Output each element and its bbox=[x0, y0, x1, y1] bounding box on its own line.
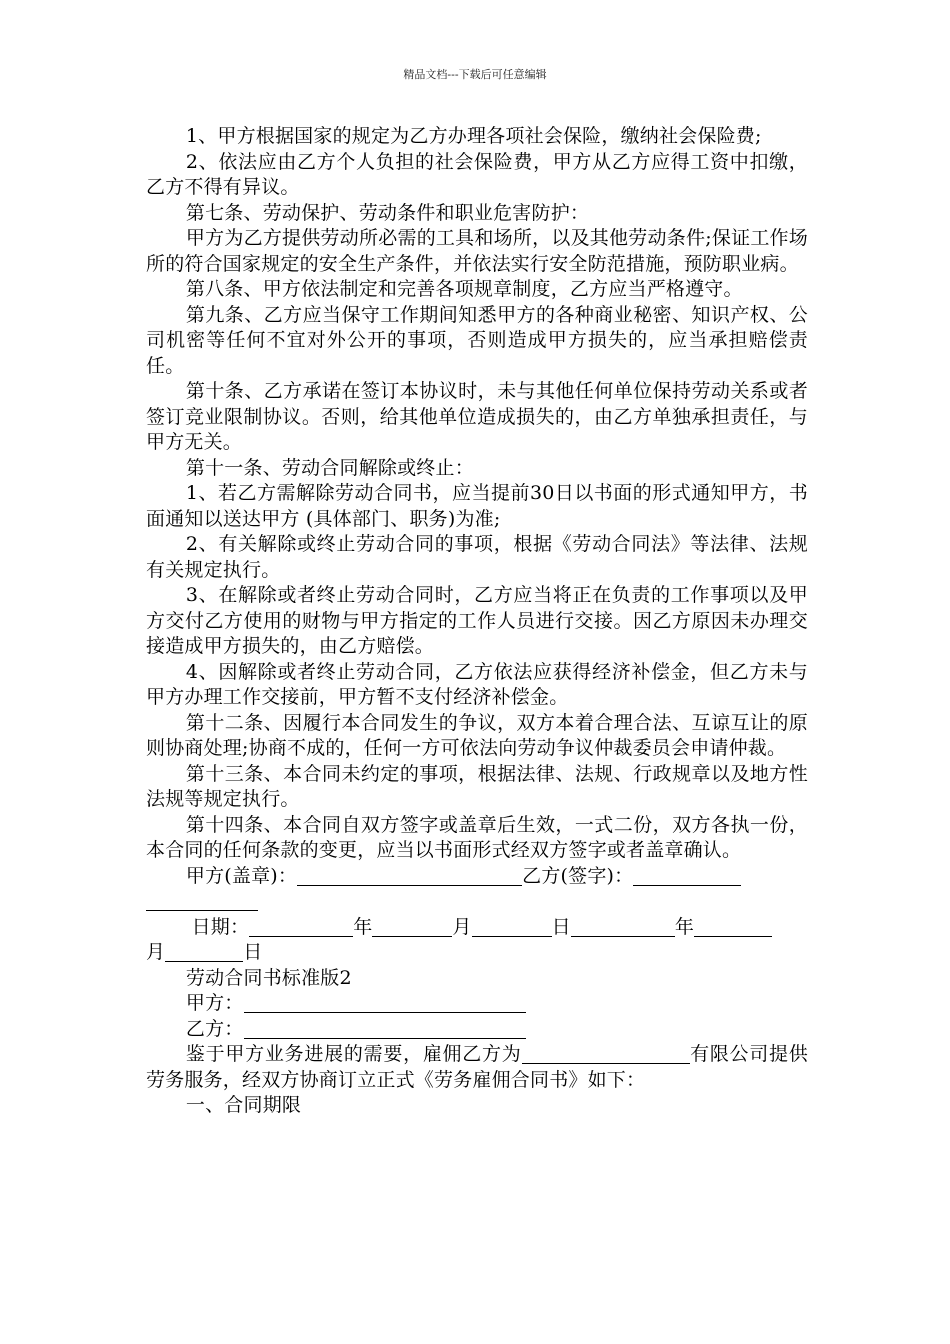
date-b-day-blank bbox=[165, 941, 243, 962]
party-b-sign-label: 乙方(签字)： bbox=[522, 864, 634, 887]
party-b-line bbox=[146, 1017, 808, 1043]
date-b-year-blank bbox=[571, 916, 675, 937]
intro-company-blank bbox=[522, 1043, 690, 1064]
date-b-year: 年 bbox=[674, 915, 695, 938]
party-b-sign-blank bbox=[633, 865, 741, 886]
date-b-month-blank-start bbox=[694, 916, 772, 937]
article-10: 第十条、乙方承诺在签订本协议时，未与其他任何单位保持劳动关系或者签订竞业限制协议。否则，给其他单位造成损失的，由乙方单独承担责任，与甲方无关。 bbox=[146, 380, 808, 453]
intro-paragraph bbox=[146, 1042, 808, 1093]
paragraph-4: 1、若乙方需解除劳动合同书，应当提前30日以书面的形式通知甲方，书面通知以送达甲方 (具体部门、职务)为准; bbox=[146, 482, 808, 530]
paragraph-6: 3、在解除或者终止劳动合同时，乙方应当将正在负责的工作事项以及甲方交付乙方使用的财物与甲方指定的工作人员进行交接。因乙方原因未办理交接造成甲方损失的，由乙方赔偿。 bbox=[146, 584, 808, 657]
paragraph-1: 1、甲方根据国家的规定为乙方办理各项社会保险，缴纳社会保险费; bbox=[185, 125, 762, 147]
date-a-year-blank bbox=[249, 916, 353, 937]
signature-line bbox=[146, 864, 808, 890]
date-label: 日期： bbox=[191, 915, 250, 938]
party-b-sign-blank-cont bbox=[146, 890, 258, 911]
party-a-seal-label: 甲方(盖章)： bbox=[185, 864, 298, 887]
article-14: 第十四条、本合同自双方签字或盖章后生效，一式二份，双方各执一份，本合同的任何条款的变更，应当以书面形式经双方签字或者盖章确认。 bbox=[146, 813, 808, 861]
paragraph-7: 4、因解除或者终止劳动合同，乙方依法应获得经济补偿金，但乙方未与甲方办理工作交接前，甲方暂不支付经济补偿金。 bbox=[146, 660, 808, 708]
date-a-day-blank bbox=[472, 916, 552, 937]
article-8: 第八条、甲方依法制定和完善各项规章制度，乙方应当严格遵守。 bbox=[185, 278, 743, 300]
article-7-heading: 第七条、劳动保护、劳动条件和职业危害防护： bbox=[185, 201, 590, 224]
party-a-seal-blank bbox=[297, 865, 522, 886]
second-contract-title: 劳动合同书标准版2 bbox=[185, 966, 352, 989]
paragraph-5: 2、有关解除或终止劳动合同的事项，根据《劳动合同法》等法律、法规有关规定执行。 bbox=[146, 533, 808, 581]
article-9: 第九条、乙方应当保守工作期间知悉甲方的各种商业秘密、知识产权、公司机密等任何不宜对外公开的事项，否则造成甲方损失的，应当承担赔偿责任。 bbox=[146, 303, 808, 377]
paragraph-3: 甲方为乙方提供劳动所必需的工具和场所，以及其他劳动条件;保证工作场所的符合国家规定的安全生产条件，并依法实行安全防范措施，预防职业病。 bbox=[146, 227, 808, 275]
date-b-month: 月 bbox=[146, 941, 166, 963]
date-b-day: 日 bbox=[243, 941, 263, 963]
article-13: 第十三条、本合同未约定的事项，根据法律、法规、行政规章以及地方性法规等规定执行。 bbox=[146, 762, 808, 810]
date-line-cont bbox=[146, 940, 808, 966]
article-11-heading: 第十一条、劳动合同解除或终止： bbox=[185, 456, 474, 479]
party-a-blank bbox=[244, 992, 526, 1013]
date-a-day: 日 bbox=[551, 915, 571, 938]
section-one-heading: 一、合同期限 bbox=[185, 1094, 302, 1116]
paragraph-2: 2、依法应由乙方个人负担的社会保险费，甲方从乙方应得工资中扣缴，乙方不得有异议。 bbox=[146, 150, 808, 198]
article-12: 第十二条、因履行本合同发生的争议，双方本着合理合法、互谅互让的原则协商处理;协商不成的，任何一方可依法向劳动争议仲裁委员会申请仲裁。 bbox=[146, 711, 808, 759]
date-a-year: 年 bbox=[353, 915, 373, 938]
party-a-label: 甲方： bbox=[185, 992, 244, 1014]
signature-line-cont bbox=[146, 889, 808, 915]
party-b-label: 乙方： bbox=[185, 1017, 244, 1040]
document-body bbox=[146, 124, 808, 1119]
date-a-month-blank bbox=[372, 916, 452, 937]
date-a-month: 月 bbox=[452, 915, 472, 938]
intro-before: 鉴于甲方业务进展的需要，雇佣乙方为 bbox=[185, 1043, 522, 1065]
party-a-line bbox=[146, 991, 808, 1017]
party-b-blank bbox=[244, 1018, 526, 1039]
page-header: 精品文档---下载后可任意编辑 bbox=[403, 68, 547, 81]
intro-after: 有限公司提供劳务服务，经双方协商订立正式《劳务雇佣合同书》如下： bbox=[146, 1043, 808, 1091]
date-line bbox=[146, 915, 808, 941]
